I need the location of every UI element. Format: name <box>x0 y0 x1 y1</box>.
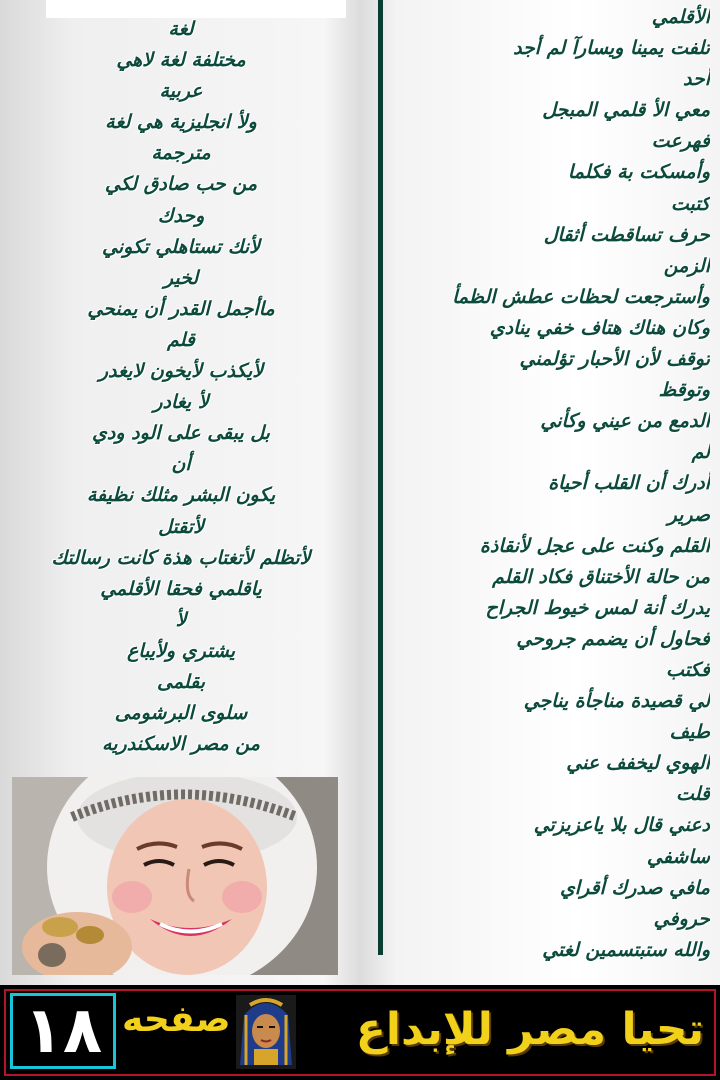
poem-line: من مصر الاسكندريه <box>102 733 260 756</box>
poem-line: أن <box>171 453 191 476</box>
poem-line: تلفت يمينا ويسارآ لم أجد <box>513 37 710 60</box>
poem-line: لأ يغادر <box>153 391 209 414</box>
poem-line: صرير <box>667 503 710 526</box>
poem-line: فكتب <box>666 658 710 681</box>
page-number: ١٨ <box>10 993 116 1069</box>
poem-line: يكون البشر مثلك نظيفة <box>86 484 276 507</box>
poem-line: وكان هناك هتاف خفي ينادي <box>489 316 710 339</box>
poem-line: لغة <box>168 18 194 40</box>
poem-line: والله ستبتسمين لغتي <box>542 938 710 961</box>
poem-line: من حب صادق لكي <box>104 173 258 196</box>
poem-line: سلوى البرشومى <box>114 702 248 725</box>
poem-line: حروفي <box>653 907 710 930</box>
poem-line: لخير <box>163 266 199 289</box>
poem-line: ساشفي <box>646 845 710 868</box>
poem-line: عربية <box>159 80 203 103</box>
poem-line: لأنك تستاهلي تكوني <box>102 235 260 258</box>
poem-line: الدمع من عيني وكأني <box>540 410 710 433</box>
right-poem-column <box>390 2 710 974</box>
poem-line: لي قصيدة مناجأة يناجي <box>523 690 710 713</box>
poem-line: طيف <box>669 721 710 744</box>
poem-line: دعني قال بلا ياعزيزتي <box>533 814 710 837</box>
poem-line: وأسترجعت لحظات عطش الظمأ <box>452 285 710 308</box>
author-photo <box>12 777 338 975</box>
poem-line: أحد <box>683 68 710 91</box>
poem-line: لم <box>691 441 710 464</box>
poem-line: ياقلمي فحقا الأقلمي <box>100 577 262 600</box>
poem-line: وحدك <box>157 204 205 227</box>
poem-line: الزمن <box>663 254 710 277</box>
poem-line: فحاول أن يضمم جروحي <box>516 627 710 650</box>
poem-line: وتوقظ <box>658 379 710 402</box>
poem-line: لأتقتل <box>158 515 204 538</box>
poem-line: الهوي ليخفف عني <box>566 752 710 775</box>
poem-line: القلم وكنت على عجل لأنقاذة <box>479 534 710 557</box>
footer-banner <box>0 985 720 1080</box>
poem-line: لأتظلم لأتغتاب هذة كانت رسالتك <box>51 546 311 569</box>
poem-line: ولأ انجليزية هي لغة <box>105 111 257 134</box>
poem-line: توقف لأن الأحبار تؤلمني <box>519 348 710 371</box>
poem-line: الأقلمي <box>651 6 710 28</box>
poem-line: بل يبقى على الود ودي <box>92 422 270 445</box>
magazine-title-banner: تحيا مصر للإبداع <box>355 1004 705 1055</box>
poem-line: قلت <box>675 783 710 806</box>
poem-line: مختلفة لغة لاهي <box>116 49 246 72</box>
poem-line: معي الأ قلمي المبجل <box>542 99 710 122</box>
poem-line: مترجمة <box>151 142 211 165</box>
left-poem-column <box>14 14 348 760</box>
poem-line: وأمسكت بة فكلما <box>567 161 710 184</box>
poem-line: يشتري ولأيباع <box>126 639 236 662</box>
page-word-label: صفحه <box>122 999 231 1040</box>
author-portrait-icon <box>12 777 338 975</box>
poem-line: أدرك أن القلب أحياة <box>548 472 710 495</box>
poem-line: لأيكذب لأيخون لايغدر <box>98 360 264 383</box>
poem-line: من حالة الأختناق فكاد القلم <box>492 565 710 588</box>
poem-line: مافي صدرك أقراي <box>559 876 710 899</box>
poem-line: قلم <box>166 328 196 351</box>
poem-line: كتبت <box>670 192 710 215</box>
column-divider <box>378 0 383 955</box>
poem-line: يدرك أنة لمس خيوط الجراح <box>485 596 710 619</box>
poem-line: بقلمى <box>156 670 205 693</box>
poem-line: لأ <box>175 608 187 631</box>
pharaoh-queen-icon <box>236 995 296 1069</box>
poem-line: ماأجمل القدر أن يمنحي <box>87 297 275 320</box>
poem-line: حرف تساقطت أثقال <box>543 223 710 246</box>
poem-line: فهرعت <box>651 130 710 153</box>
